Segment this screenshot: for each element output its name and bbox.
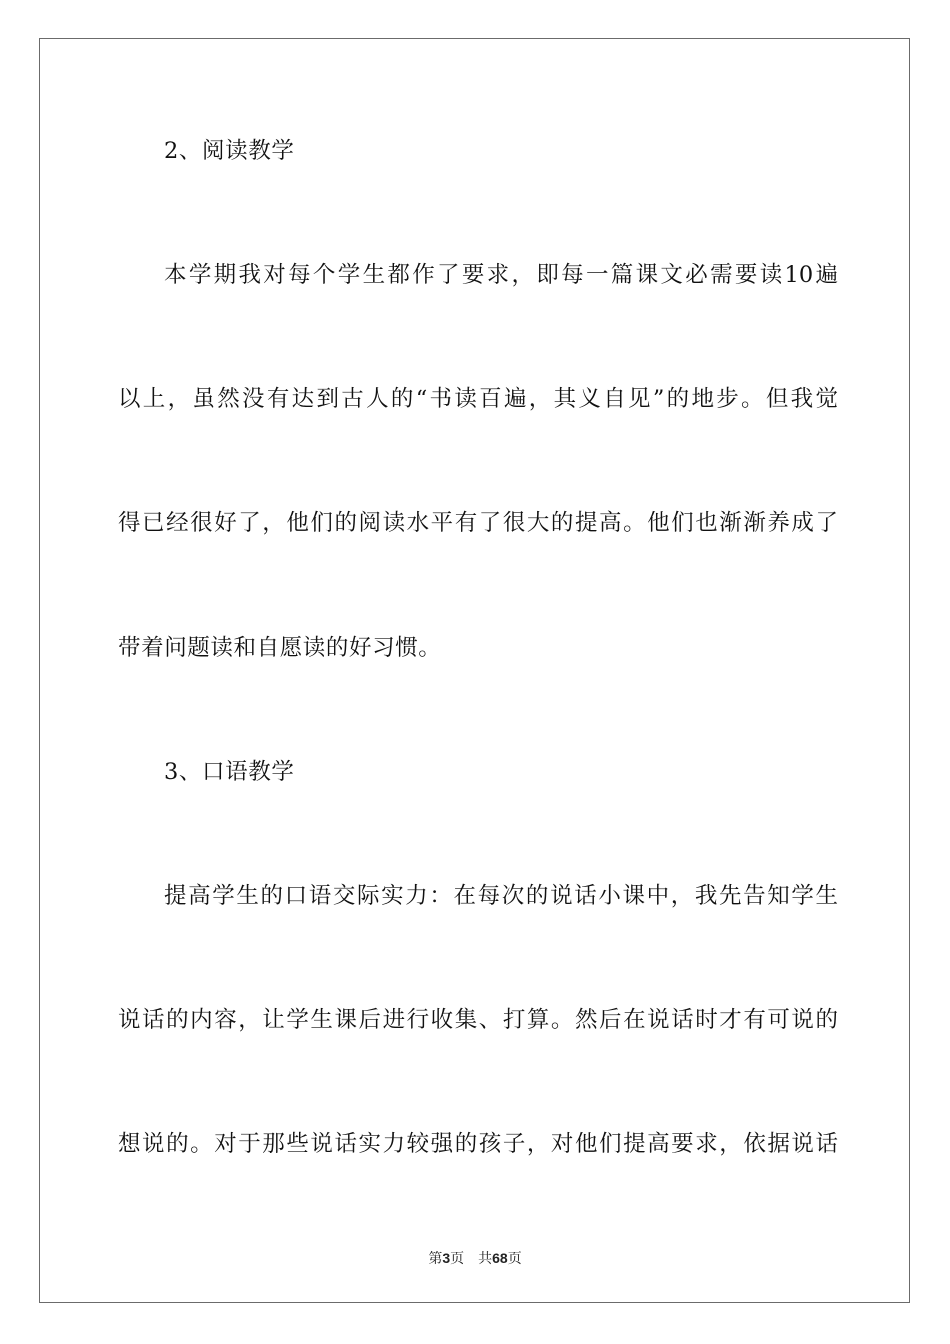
paragraph-line-2: 以上，虽然没有达到古人的“书读百遍，其义自见”的地步。但我觉 (118, 386, 838, 412)
paragraph-line-7: 想说的。对于那些说话实力较强的孩子，对他们提高要求，依据说话 (118, 1131, 838, 1157)
total-pages: 68 (492, 1250, 508, 1266)
paragraph-line-6: 说话的内容，让学生课后进行收集、打算。然后在说话时才有可说的 (118, 1007, 838, 1033)
page-number: 3 (442, 1250, 451, 1266)
total-prefix: 共 (478, 1251, 493, 1267)
heading-oral-teaching: 3、口语教学 (164, 759, 295, 785)
page-suffix: 页 (450, 1251, 465, 1267)
paragraph-line-4: 带着问题读和自愿读的好习惯。 (118, 635, 442, 661)
total-suffix: 页 (507, 1251, 522, 1267)
paragraph-line-5: 提高学生的口语交际实力：在每次的说话小课中，我先告知学生 (164, 883, 838, 909)
paragraph-line-1: 本学期我对每个学生都作了要求，即每一篇课文必需要读10遍 (164, 262, 838, 288)
page-prefix: 第 (428, 1251, 443, 1267)
page-footer (0, 1249, 950, 1268)
paragraph-line-3: 得已经很好了，他们的阅读水平有了很大的提高。他们也渐渐养成了 (118, 510, 838, 536)
heading-reading-teaching: 2、阅读教学 (164, 138, 295, 164)
page-border (39, 38, 910, 1303)
